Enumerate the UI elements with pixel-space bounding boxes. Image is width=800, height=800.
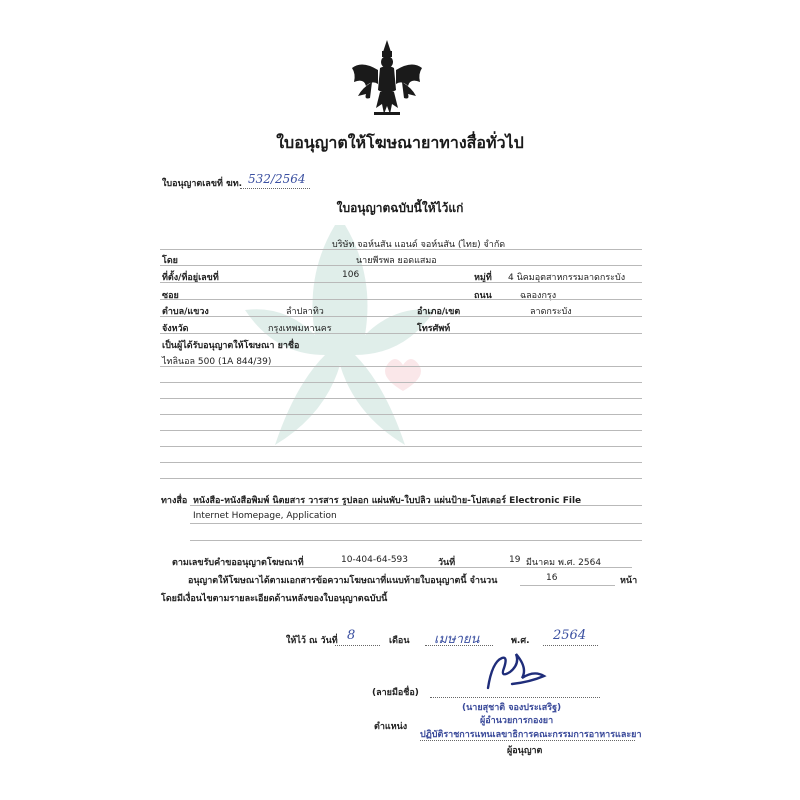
address-label: ที่ตั้ง/ที่อยู่เลขที่ bbox=[162, 273, 219, 283]
permit-no-label: ใบอนุญาตเลขที่ ฆท. bbox=[162, 179, 243, 189]
request-date-month-year: มีนาคม พ.ศ. 2564 bbox=[526, 558, 602, 568]
province-value: กรุงเทพมหานคร bbox=[268, 324, 332, 334]
moo-label: หมู่ที่ bbox=[474, 273, 492, 283]
media-label: ทางสื่อ bbox=[161, 496, 188, 506]
subdistrict-label: ตำบล/แขวง bbox=[162, 307, 209, 317]
conditions-text: โดยมีเงื่อนไขตามรายละเอียดด้านหลังของใบอนุญาตฉบับนี้ bbox=[161, 594, 388, 604]
permit-no-value: 532/2564 bbox=[248, 172, 306, 186]
subdistrict-value: ลำปลาทิว bbox=[286, 307, 324, 317]
request-label: ตามเลขรับคำขออนุญาตโฆษณาที่ bbox=[172, 558, 304, 568]
drug-label: เป็นผู้ได้รับอนุญาตให้โฆษณา ยาชื่อ bbox=[162, 341, 300, 351]
docs-unit: หน้า bbox=[620, 576, 638, 586]
request-date-day: 19 bbox=[509, 555, 521, 565]
document-title: ใบอนุญาตให้โฆษณายาทางสื่อทั่วไป bbox=[276, 133, 524, 152]
phone-label: โทรศัพท์ bbox=[417, 324, 451, 334]
drug-value: ไทลินอล 500 (1A 844/39) bbox=[162, 357, 272, 367]
role-stamp: ผู้อำนวยการกองยา bbox=[480, 716, 554, 726]
district-label: อำเภอ/เขต bbox=[417, 307, 461, 317]
media-line-1: หนังสือ-หนังสือพิมพ์ นิตยสาร วารสาร รูปลอก แผ่นพับ-ใบปลิว แผ่นป้าย-โปสเตอร์ Electronic File bbox=[193, 496, 582, 506]
road-value: ฉลองกรุง bbox=[520, 291, 557, 301]
issue-year: 2564 bbox=[553, 628, 587, 643]
position-label: ตำแหน่ง bbox=[374, 722, 408, 732]
issue-month: เมษายน bbox=[434, 632, 480, 647]
media-line-2: Internet Homepage, Application bbox=[193, 511, 337, 521]
position-stamp: ปฏิบัติราชการแทนเลขาธิการคณะกรรมการอาหารและยา bbox=[420, 730, 642, 740]
district-value: ลาดกระบัง bbox=[530, 307, 572, 317]
company-name: บริษัท จอห์นสัน แอนด์ จอห์นสัน (ไทย) จำกัด bbox=[332, 240, 506, 250]
signer-name: (นายสุชาติ จองประเสริฐ) bbox=[462, 703, 562, 713]
signature-mark bbox=[482, 648, 552, 694]
issued-to-heading: ใบอนุญาตฉบับนี้ให้ไว้แก่ bbox=[336, 201, 464, 215]
road-label: ถนน bbox=[474, 291, 492, 301]
soi-label: ซอย bbox=[162, 291, 179, 301]
given-label: ให้ไว้ ณ วันที่ bbox=[286, 636, 338, 646]
moo-value: 4 นิคมอุตสาหกรรมลาดกระบัง bbox=[508, 273, 626, 283]
province-label: จังหวัด bbox=[162, 324, 189, 334]
request-date-label: วันที่ bbox=[438, 558, 456, 568]
licensor-label: ผู้อนุญาต bbox=[507, 746, 543, 756]
year-label: พ.ศ. bbox=[511, 636, 530, 646]
by-label: โดย bbox=[162, 256, 178, 266]
docs-label: อนุญาตให้โฆษณาได้ตามเอกสารข้อความโฆษณาที่แนบท้ายใบอนุญาตนี้ จำนวน bbox=[188, 576, 498, 586]
docs-count: 16 bbox=[546, 573, 558, 583]
issue-day: 8 bbox=[347, 628, 356, 643]
month-label: เดือน bbox=[389, 636, 410, 646]
by-value: นายพีรพล ยอดแสมอ bbox=[356, 256, 437, 266]
address-value: 106 bbox=[342, 270, 360, 280]
request-value: 10-404-64-593 bbox=[341, 555, 409, 565]
sign-label: (ลายมือชื่อ) bbox=[372, 688, 419, 698]
garuda-emblem-icon bbox=[348, 38, 426, 118]
